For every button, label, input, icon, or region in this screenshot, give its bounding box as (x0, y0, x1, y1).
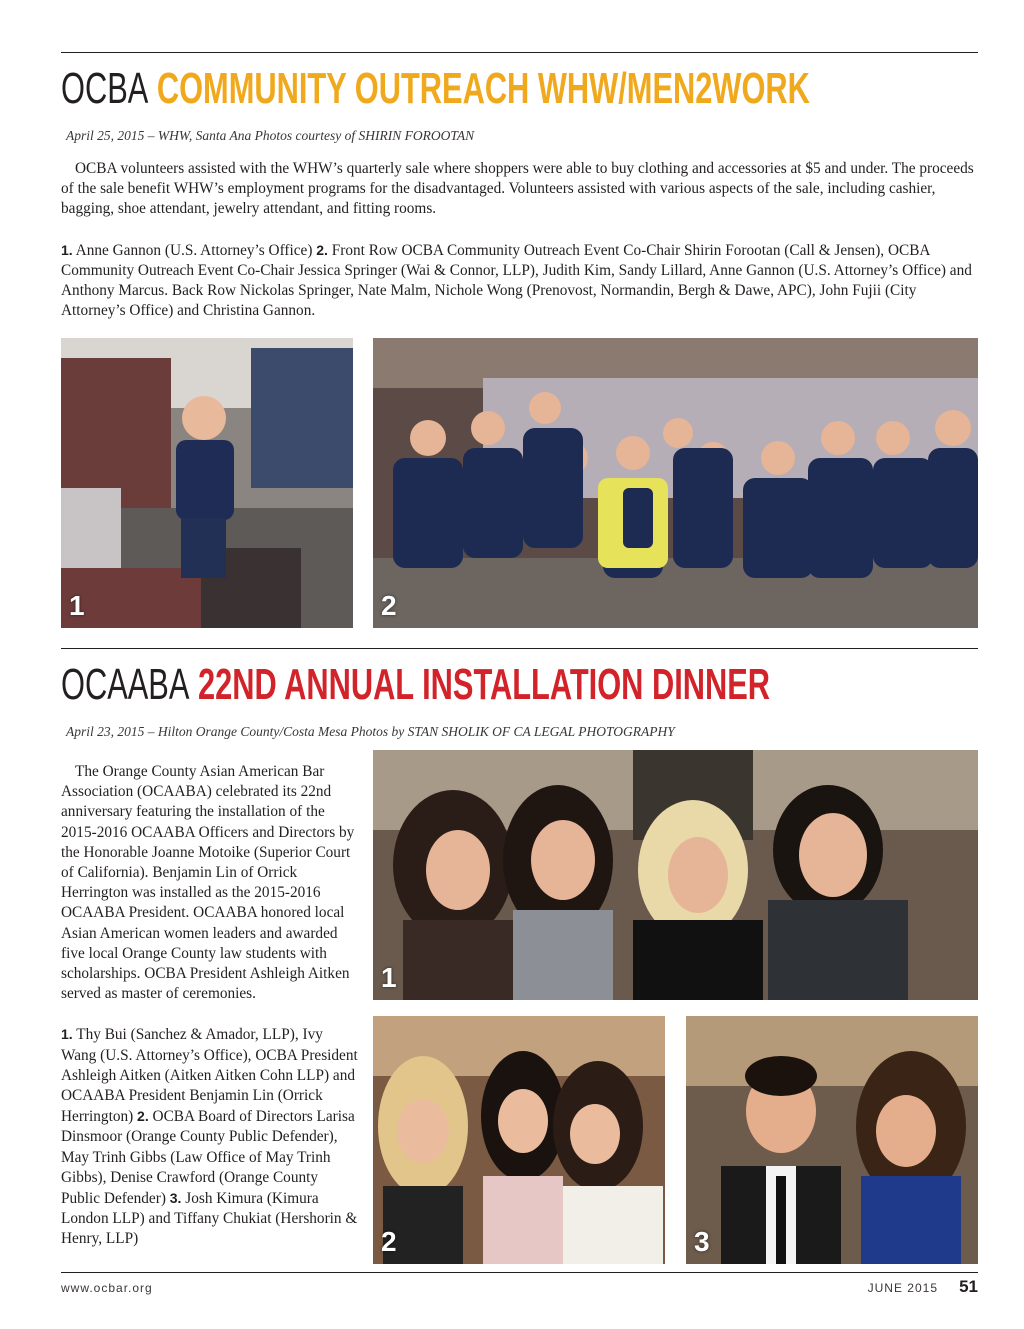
section2-photo-1-number: 1 (381, 962, 397, 993)
footer-issue: JUNE 2015 (867, 1281, 938, 1295)
section1-body (61, 159, 979, 321)
section2-caption-2-num: 2. (137, 1108, 149, 1125)
section1-photo-2-number: 2 (381, 590, 397, 621)
section2-title-main: 22ND ANNUAL INSTALLATION DINNER (197, 660, 771, 709)
section1-dateline: April 25, 2015 – WHW, Santa Ana Photos courtesy of SHIRIN FOROOTAN (66, 128, 475, 143)
section2-caption-3-text: Josh Kimura (Kimura London LLP) and Tiffany Chukiat (Hershorin & Henry, LLP) (61, 1190, 358, 1248)
section2-body (61, 762, 359, 1250)
section2-caption-1-text: Thy Bui (Sanchez & Amador, LLP), Ivy Wang (U.S. Attorney’s Office), OCBA President Ashleigh Aitken (Aitken Aitken Cohn LLP) and OCAABA President Benjamin Lin (Orrick Herrington) (61, 1026, 358, 1126)
section2-photo-2 (373, 1016, 665, 1264)
section2-photo-3 (686, 1016, 978, 1264)
bottom-rule (61, 1272, 978, 1273)
section2-paragraph: The Orange County Asian American Bar Association (OCAABA) celebrated its 22nd anniversary featuring the installation of the 2015-2016 OCAABA Officers and Directors by the Honorable Joanne Motoike (Superior Court of California). Benjamin Lin of Orrick Herrington was installed as the 2015-2016 OCAABA President. OCAABA honored local Asian American women leaders and awarded five local Orange County law students with scholarships. OCBA President Ashleigh Aitken served as master of ceremonies. (61, 763, 355, 1003)
section1-caption-2-num: 2. (316, 241, 328, 258)
section2-captions (61, 1024, 359, 1249)
footer-website: www.ocbar.org (61, 1281, 153, 1295)
section2-photo-1 (373, 750, 978, 1000)
section2-caption-1-num: 1. (61, 1026, 73, 1043)
section2-title-prefix: OCAABA (61, 660, 190, 709)
section2-photo-3-number: 3 (694, 1226, 710, 1257)
section2-caption-2-text: OCBA Board of Directors Larisa Dinsmoor (Orange County Public Defender), May Trinh Gibbs (Law Office of May Trinh Gibbs), Denise Crawford (Orange County Public Defender) (61, 1108, 355, 1208)
section1-title (61, 64, 810, 114)
section1-caption-1-text: Anne Gannon (U.S. Attorney’s Office) (72, 241, 317, 259)
section1-caption-2-text: Front Row OCBA Community Outreach Event Co-Chair Shirin Forootan (Call & Jensen), OCBA Community Outreach Event Co-Chair Jessica Springer (Wai & Connor, LLP), Judith Kim, Sandy Lillard, Anne Gannon (U.S. Attorney’s Office) and Anthony Marcus. Back Row Nickolas Springer, Nate Malm, Nichole Wong (Prenovost, Normandin, Bergh & Dawe, APC), John Fujii (City Attorney’s Office) and Christina Gannon. (61, 241, 972, 320)
section1-paragraph: OCBA volunteers assisted with the WHW’s quarterly sale where shoppers were able to buy clothing and accessories at $5 and under. The proceeds of the sale benefit WHW’s employment programs for the disadvantaged. Volunteers assisted with various aspects of the sale, including cashier, bagging, shoe attendant, jewelry attendant, and fitting rooms. (61, 160, 974, 218)
section2-title (61, 660, 770, 710)
section1-title-prefix: OCBA (61, 64, 149, 113)
section1-caption-1-num: 1. (61, 241, 73, 258)
section1-photo-2 (373, 338, 978, 628)
top-rule (61, 52, 978, 53)
section1-captions (61, 240, 979, 322)
page-number: 51 (959, 1277, 978, 1296)
section1-title-main: COMMUNITY OUTREACH WHW/MEN2WORK (156, 64, 810, 113)
section1-photo-1 (61, 338, 353, 628)
middle-rule (61, 648, 978, 649)
section2-dateline: April 23, 2015 – Hilton Orange County/Costa Mesa Photos by STAN SHOLIK OF CA LEGAL PHOTOGRAPHY (66, 724, 675, 739)
section2-photo-2-number: 2 (381, 1226, 397, 1257)
section2-caption-3-num: 3. (169, 1190, 182, 1207)
section1-photo-1-number: 1 (69, 590, 85, 621)
